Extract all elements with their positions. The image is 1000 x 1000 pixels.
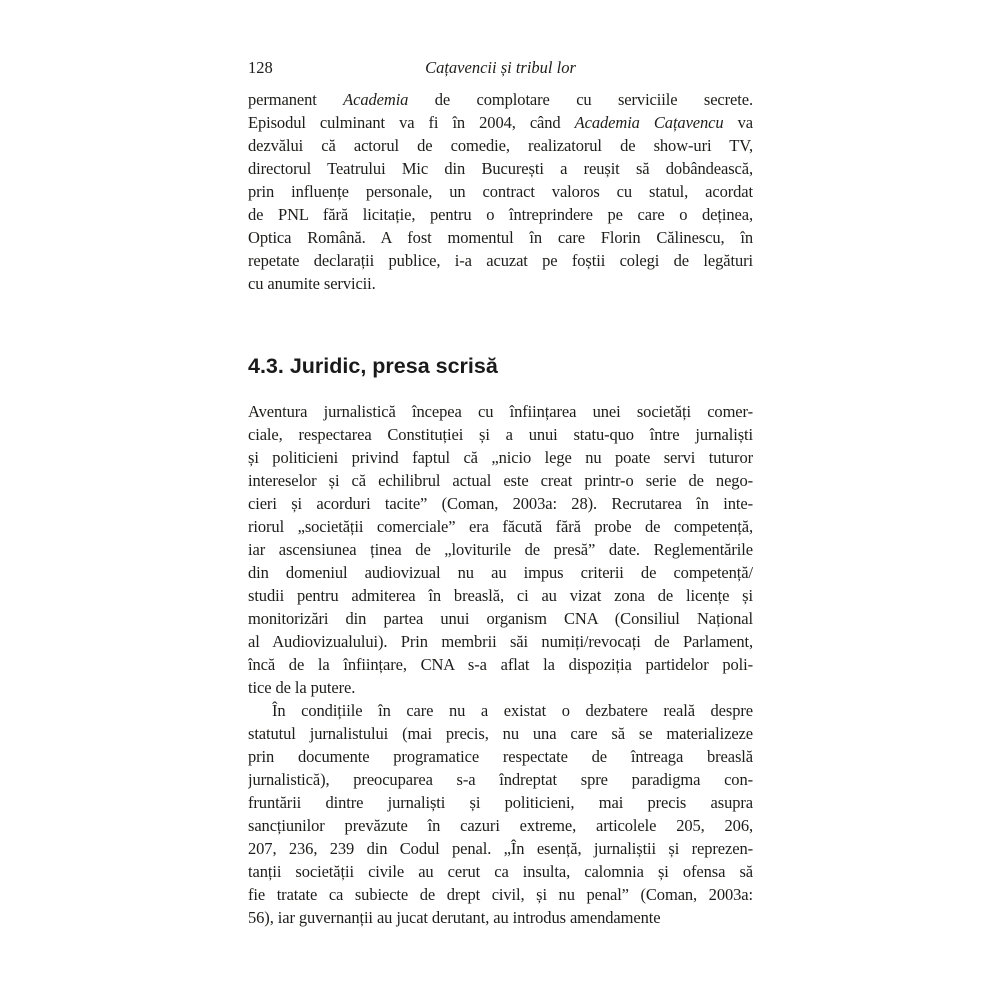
running-header: Cațavencii și tribul lor: [425, 58, 576, 77]
text-line: permanent Academia de complotare cu serviciile secrete.: [248, 90, 753, 109]
text-line: ciale, respectarea Constituției și a unui statu-quo între jurnaliști: [248, 425, 753, 444]
text-line: al Audiovizualului). Prin membrii săi numiți/revocați de Parlament,: [248, 632, 753, 651]
text-line: tice de la putere.: [248, 678, 356, 697]
text-line: Aventura jurnalistică începea cu înființarea unei societăți comer-: [248, 402, 753, 421]
paragraph: [248, 400, 753, 699]
text-line: statutul jurnalistului (mai precis, nu una care să se materializeze: [248, 724, 753, 743]
page-content: [248, 88, 753, 929]
text-line: cieri și acorduri tacite” (Coman, 2003a: 28). Recrutarea în inte-: [248, 494, 753, 513]
text-line: tanții societății civile au cerut ca insulta, calomnia și ofensa să: [248, 862, 753, 881]
page-number: 128: [248, 58, 273, 77]
text-line: dezvălui că actorul de comedie, realizatorul de show-uri TV,: [248, 136, 753, 155]
text-line: și politicieni privind faptul că „nicio lege nu poate servi tuturor: [248, 448, 753, 467]
text-line: intereselor și că echilibrul actual este creat printr-o serie de nego-: [248, 471, 753, 490]
text-line: În condițiile în care nu a existat o dezbatere reală despre: [272, 701, 753, 720]
text-line: fruntării dintre jurnaliști și politicieni, mai precis asupra: [248, 793, 753, 812]
text-line: jurnalistică), preocuparea s-a îndreptat spre paradigma con-: [248, 770, 753, 789]
text-line: de PNL fără licitație, pentru o întreprindere pe care o deținea,: [248, 205, 753, 224]
text-line: încă de la înființare, CNA s-a aflat la dispoziția partidelor poli-: [248, 655, 753, 674]
text-line: din domeniul audiovizual nu au impus criterii de competență/: [248, 563, 753, 582]
text-line: sancțiunilor prevăzute în cazuri extreme, articolele 205, 206,: [248, 816, 753, 835]
text-line: prin influențe personale, un contract valoros cu statul, acordat: [248, 182, 753, 201]
section-heading: 4.3. Juridic, presa scrisă: [248, 354, 498, 378]
text-line: cu anumite servicii.: [248, 274, 376, 293]
text-line: fie tratate ca subiecte de drept civil, și nu penal” (Coman, 2003a:: [248, 885, 753, 904]
text-line: riorul „societății comerciale” era făcută fără probe de competență,: [248, 517, 753, 536]
text-line: Episodul culminant va fi în 2004, când Academia Cațavencu va: [248, 113, 753, 132]
text-line: iar ascensiunea ținea de „loviturile de presă” date. Reglementările: [248, 540, 753, 559]
text-line: prin documente programatice respectate de întreaga breaslă: [248, 747, 753, 766]
text-line: studii pentru admiterea în breaslă, ci au vizat zona de licențe și: [248, 586, 753, 605]
text-line: 56), iar guvernanții au jucat derutant, au introdus amendamente: [248, 908, 661, 927]
paragraph: [248, 88, 753, 295]
text-line: monitorizări din partea unui organism CNA (Consiliul Național: [248, 609, 753, 628]
text-line: directorul Teatrului Mic din București a reușit să dobândească,: [248, 159, 753, 178]
paragraph: [248, 699, 753, 929]
page-header: [248, 58, 753, 78]
text-line: repetate declarații publice, i-a acuzat pe foștii colegi de legături: [248, 251, 753, 270]
text-line: Optica Română. A fost momentul în care Florin Călinescu, în: [248, 228, 753, 247]
text-line: 207, 236, 239 din Codul penal. „În esență, jurnaliștii și reprezen-: [248, 839, 753, 858]
